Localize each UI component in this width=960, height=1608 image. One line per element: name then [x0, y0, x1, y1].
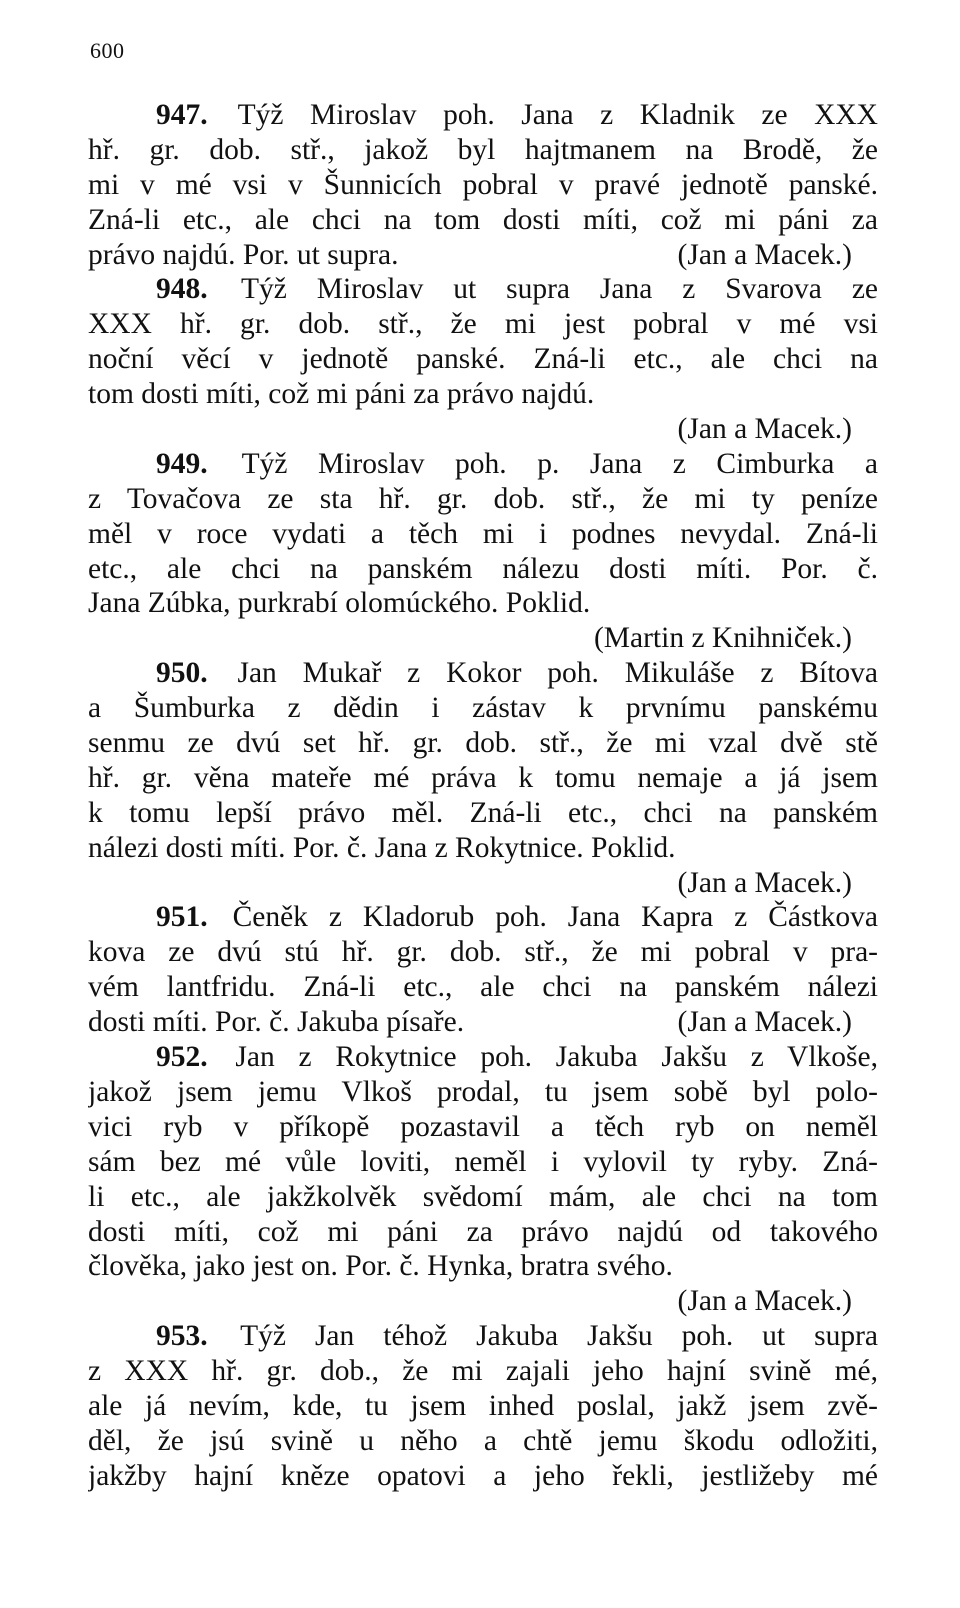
entry-949-line-2: z Tovačova ze sta hř. gr. dob. stř., že mi ty peníze — [88, 482, 878, 515]
entry-948-line-3: noční věcí v jednotě panské. Zná-li etc., ale chci na — [88, 343, 878, 376]
entry-947-line-5: právo najdú. Por. ut supra. (Jan a Macek.) — [88, 238, 852, 271]
entry-948-line-1: 948. Týž Miroslav ut supra Jana z Svarova ze — [156, 273, 878, 306]
entry-947-signature: (Jan a Macek.) — [677, 238, 852, 271]
entry-951-line-1: 951. Čeněk z Kladorub poh. Jana Kapra z Částkova — [156, 901, 878, 934]
entry-952-signature: (Jan a Macek.) — [677, 1285, 852, 1318]
entry-948-line-4: tom dosti míti, což mi páni za právo najdú. — [88, 378, 595, 411]
entry-951-line-4: dosti míti. Por. č. Jakuba písaře. (Jan a Macek.) — [88, 1006, 852, 1039]
entry-number: 948. — [156, 273, 208, 306]
entry-948-line-2: XXX hř. gr. dob. stř., že mi jest pobral v mé vsi — [88, 308, 878, 341]
entry-952-line-4: sám bez mé vůle loviti, neměl i vylovil ty ryby. Zná- — [88, 1145, 878, 1178]
entry-948-signature: (Jan a Macek.) — [677, 413, 852, 446]
entry-number: 953. — [156, 1320, 208, 1353]
entry-947-line-3: mi v mé vsi v Šunnicích pobral v pravé jednotě panské. — [88, 168, 878, 201]
entry-950-line-6: nálezi dosti míti. Por. č. Jana z Rokytnice. Poklid. — [88, 831, 676, 864]
entry-950-signature: (Jan a Macek.) — [677, 866, 852, 899]
entry-950-line-3: senmu ze dvú set hř. gr. dob. stř., že mi vzal dvě stě — [88, 727, 878, 760]
entry-949-line-3: měl v roce vydati a těch mi i podnes nevydal. Zná-li — [88, 517, 878, 550]
entry-953-line-3: ale já nevím, kde, tu jsem inhed poslal, jakž jsem zvě- — [88, 1389, 878, 1422]
entry-number: 951. — [156, 901, 208, 934]
entry-950-line-2: a Šumburka z dědin i zástav k prvnímu panskému — [88, 692, 878, 725]
page-number: 600 — [90, 38, 125, 63]
entry-952-line-6: dosti míti, což mi páni za právo najdú od takového — [88, 1215, 878, 1248]
entry-950-line-1: 950. Jan Mukař z Kokor poh. Mikuláše z Bítova — [156, 657, 878, 690]
entry-951-line-2: kova ze dvú stú hř. gr. dob. stř., že mi pobral v pra- — [88, 936, 878, 969]
entry-952-line-5: li etc., ale jakžkolvěk svědomí mám, ale chci na tom — [88, 1180, 878, 1213]
entry-949-signature: (Martin z Knihniček.) — [593, 622, 852, 655]
document-body — [88, 98, 878, 1494]
entry-949-line-5: Jana Zúbka, purkrabí olomúckého. Poklid. — [88, 587, 591, 620]
entry-953-line-4: děl, že jsú svině u něho a chtě jemu škodu odložiti, — [88, 1424, 878, 1457]
entry-number: 950. — [156, 657, 208, 690]
entry-947-line-1: 947. Týž Miroslav poh. Jana z Kladnik ze XXX — [156, 99, 878, 131]
entry-953-line-1: 953. Týž Jan téhož Jakuba Jakšu poh. ut supra — [156, 1320, 878, 1353]
entry-number: 947. — [156, 99, 208, 131]
entry-number: 952. — [156, 1041, 208, 1074]
entry-952-line-2: jakož jsem jemu Vlkoš prodal, tu jsem sobě byl polo- — [88, 1075, 878, 1108]
entry-949-line-1: 949. Týž Miroslav poh. p. Jana z Cimburka a — [156, 447, 878, 480]
entry-951-line-3: vém lantfridu. Zná-li etc., ale chci na panském nálezi — [88, 971, 878, 1004]
entry-952-line-3: vici ryb v příkopě pozastavil a těch ryb on neměl — [88, 1110, 878, 1143]
entry-number: 949. — [156, 447, 208, 480]
entry-952-line-1: 952. Jan z Rokytnice poh. Jakuba Jakšu z Vlkoše, — [156, 1041, 878, 1074]
entry-952-line-7: člověka, jako jest on. Por. č. Hynka, bratra svého. — [88, 1250, 673, 1283]
entry-947-line-2: hř. gr. dob. stř., jakož byl hajtmanem na Brodě, že — [88, 133, 878, 166]
entry-949-line-4: etc., ale chci na panském nálezu dosti míti. Por. č. — [88, 552, 878, 585]
entry-953-line-5: jakžby hajní kněze opatovi a jeho řekli, jestližeby mé — [88, 1459, 878, 1492]
entry-950-line-5: k tomu lepší právo měl. Zná-li etc., chci na panském — [88, 796, 878, 829]
entry-951-signature: (Jan a Macek.) — [677, 1006, 852, 1039]
entry-947-line-4: Zná-li etc., ale chci na tom dosti míti, což mi páni za — [88, 203, 878, 236]
entry-953-line-2: z XXX hř. gr. dob., že mi zajali jeho hajní svině mé, — [88, 1355, 878, 1388]
entry-950-line-4: hř. gr. věna mateře mé práva k tomu nemaje a já jsem — [88, 761, 878, 794]
